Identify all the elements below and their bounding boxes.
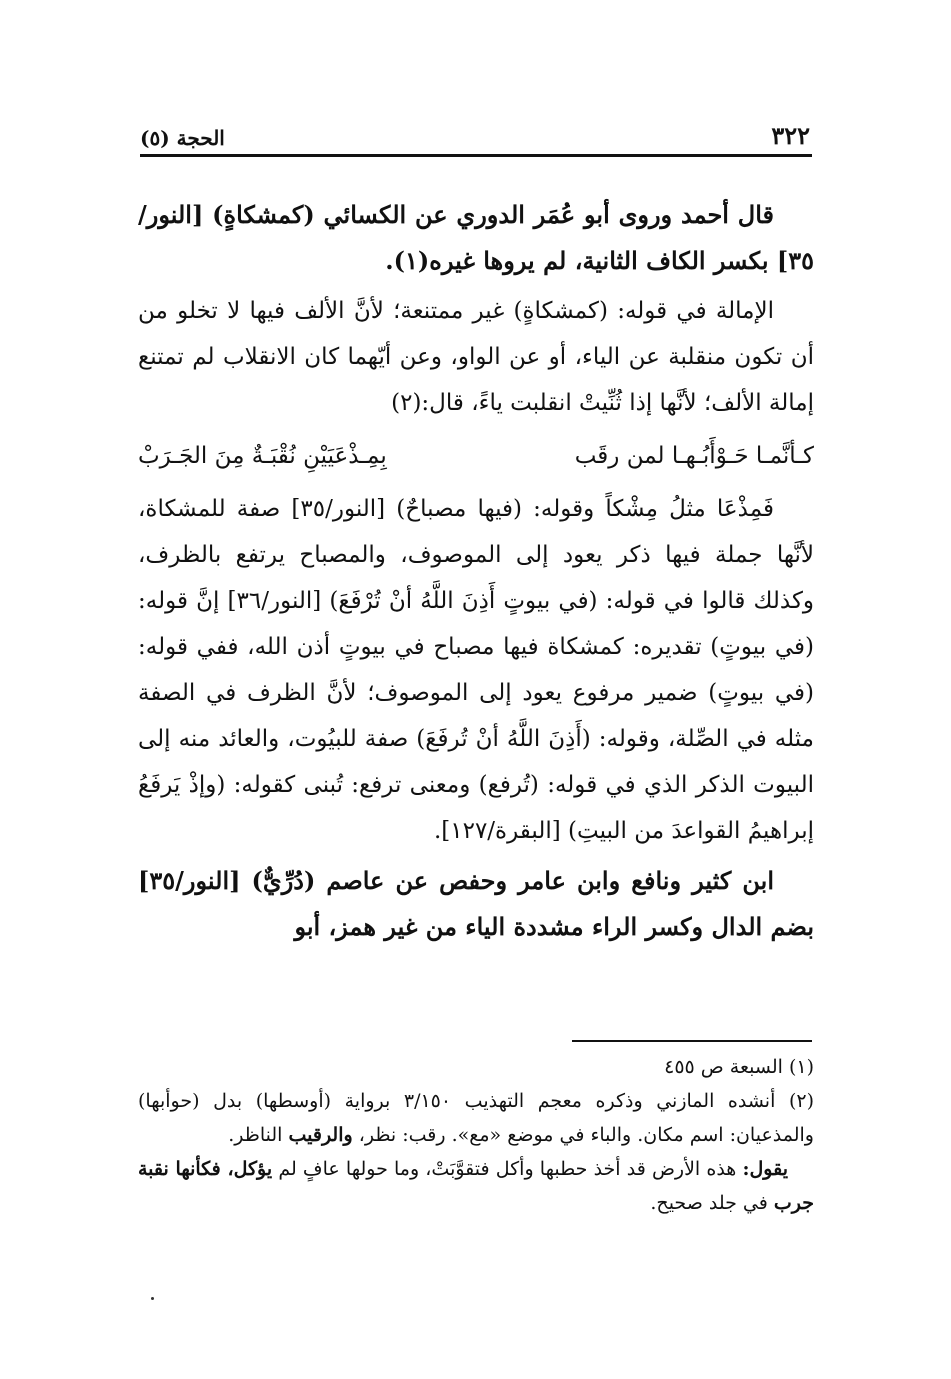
commentary-paragraph-2: فَمِذْعَا مثلُ مِشْكاً وقوله: (فيها مصباحٌ) [النور/٣٥] صفة للمشكاة، لأنَّها جملة فيها ذكر يعود إلى الموصوف، والمصباح يرتفع بالظرف، وكذلك قالوا في قوله: (في بيوتٍ أَذِنَ اللَّهُ أنْ تُرْفَعَ) [النور/٣٦] إنَّ قوله: (في بيوتٍ) تقديره: كمشكاة فيها مصباح في بيوتٍ أذن الله، ففي قوله: (في بيوتٍ) ضمير مرفوع يعود إلى الموصوف؛ لأنَّ الظرف في الصفة مثله في الصِّلة، وقوله: (أَذِنَ اللَّهُ أنْ تُرفَعَ) صفة للبيُوت، والعائد منه إلى البيوت الذكر الذي في قوله: (تُرفع) ومعنى ترفع: تُبنى كقوله: (وإذْ يَرفَعُ إبراهيمُ القواعدَ من البيتِ) [البقرة/١٢٧]. <box>138 496 815 844</box>
verse-second-hemistich: بِمِـذْعَيَيْنِ نُقْبَـةٌ مِنَ الجَـرَبْ <box>138 443 387 469</box>
saying-text: هذه الأرض قد أخذ حطبها وأكل فتقوَّبَتْ، وما حولها عافٍ لم <box>278 1158 743 1180</box>
running-title: الحجة (٥) <box>140 126 225 150</box>
page-header <box>140 110 810 150</box>
print-speck <box>151 1297 154 1300</box>
footnote-2-explanation <box>138 1152 814 1220</box>
saying-end: في جلد صحيح. <box>650 1192 774 1214</box>
qiraat-paragraph-1: قال أحمد وروى أبو عُمَر الدوري عن الكسائي (كمشكاةٍ) [النور/٣٥] بكسر الكاف الثانية، لم يروها غيره(١). <box>138 200 814 275</box>
footnote-2-tail: الناظر. <box>228 1124 289 1146</box>
saying-label: يقول: <box>742 1158 789 1180</box>
main-text <box>138 192 814 950</box>
commentary-paragraph-1: الإمالة في قوله: (كمشكاةٍ) غير ممتنعة؛ لأنَّ الألف فيها لا تخلو من أن تكون منقلبة عن الياء، أو عن الواو، وعن أيّهما كان الانقلاب لم تمتنع إمالة الألف؛ لأنَّها إذا ثُنِّيتْ انقلبت ياءً، قال:(٢) <box>138 298 814 416</box>
footnote-2 <box>138 1084 814 1152</box>
header-rule <box>140 154 812 157</box>
qiraat-paragraph-2: ابن كثير ونافع وابن عامر وحفص عن عاصم (دُرِّيٌّ) [النور/٣٥] بضم الدال وكسر الراء مشددة الياء من غير همز، أبو <box>138 866 814 941</box>
poetry-verse <box>138 430 814 482</box>
saying-bold: يؤكل، فكأنها نقبة جرب <box>138 1158 814 1214</box>
footnote-rule <box>572 1040 812 1042</box>
footnote-2-text: (٢) أنشده المازني وذكره معجم التهذيب ٣/١٥٠ برواية (أوسطها) بدل (حوأبها) والمذعيان: اسم مكان. والباء في موضع «مع». رقب: نظر، <box>138 1090 814 1146</box>
page-number: ٣٢٢ <box>771 121 810 150</box>
verse-first-hemistich: كـأنَّمـا حَـوْأَبُـهـا لمن رقَب <box>574 443 814 469</box>
footnotes <box>138 1050 814 1220</box>
footnote-2-bold-word: والرقيب <box>288 1124 353 1146</box>
footnote-1: (١) السبعة ص ٤٥٥ <box>664 1056 814 1078</box>
